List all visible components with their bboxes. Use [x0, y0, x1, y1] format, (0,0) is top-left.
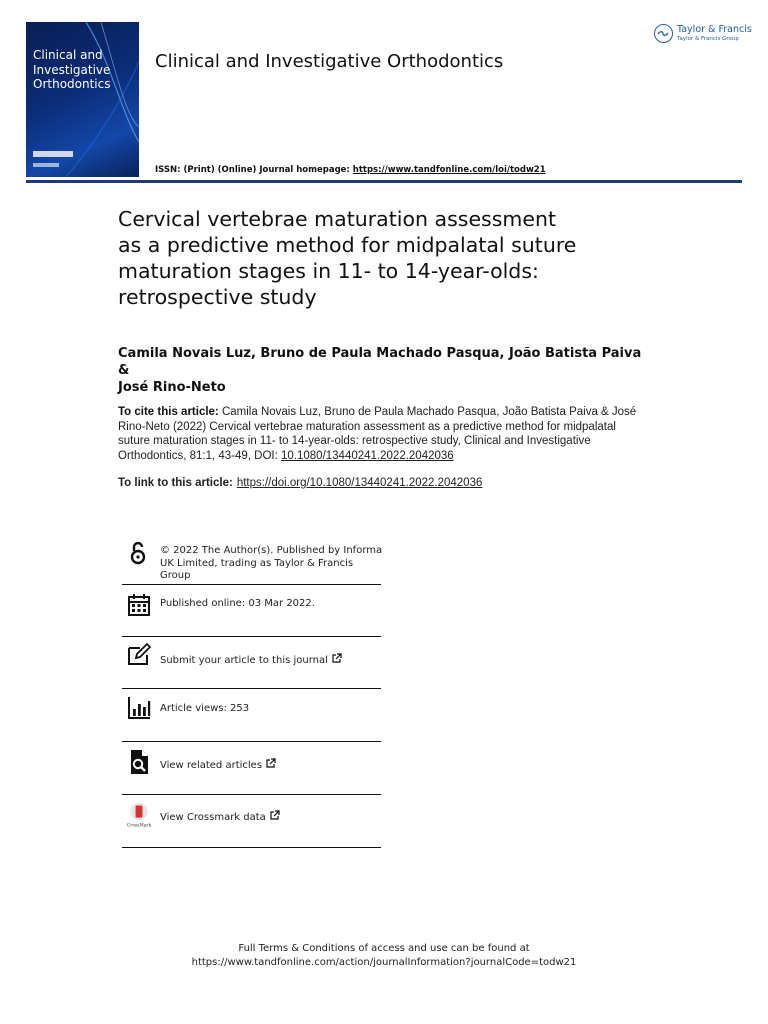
published-online-text: Published online: 03 Mar 2022. [160, 598, 315, 609]
divider [122, 794, 381, 795]
journal-cover-image [26, 22, 139, 177]
copyright-text: © 2022 The Author(s). Published by Informa UK Limited, trading as Taylor & Francis Group [160, 545, 383, 581]
citation-label: To cite this article: [118, 406, 219, 418]
authors-line: Camila Novais Luz, Bruno de Paula Machado Pasqua, João Batista Paiva & [118, 346, 642, 378]
divider [122, 741, 381, 742]
issn-label: ISSN: (Print) (Online) Journal homepage: [155, 165, 353, 175]
cover-title-line: Clinical and [33, 48, 103, 62]
article-authors [118, 345, 648, 396]
related-articles-link[interactable] [160, 758, 385, 773]
bar-chart-icon [126, 695, 152, 721]
external-link-icon [265, 758, 276, 769]
article-views-text: Article views: 253 [160, 703, 250, 714]
article-title-line: as a predictive method for midpalatal suture [118, 233, 577, 257]
cover-title-line: Orthodontics [33, 77, 111, 91]
external-link-icon [331, 653, 342, 664]
published-online-item [122, 588, 381, 638]
related-articles-label: View related articles [160, 760, 263, 771]
journal-homepage-link[interactable]: https://www.tandfonline.com/loi/todw21 [352, 165, 546, 175]
calendar-icon [126, 592, 152, 618]
submit-article-link[interactable] [160, 653, 385, 668]
crossmark-label: CrossMark [126, 823, 152, 828]
citation-block [118, 405, 638, 463]
related-articles-item[interactable] [122, 745, 381, 795]
article-doi-link[interactable]: https://doi.org/10.1080/13440241.2022.2042036 [236, 477, 483, 489]
divider [122, 847, 381, 848]
issn-line [155, 165, 546, 175]
crossmark-icon [126, 802, 152, 828]
edit-icon [126, 642, 152, 668]
article-link-line [118, 477, 482, 489]
article-title [118, 206, 618, 310]
publisher-group: Taylor & Francis Group [677, 36, 739, 42]
article-link-label: To link to this article: [118, 477, 233, 489]
publisher-logo-icon [654, 24, 673, 43]
footer-terms [0, 942, 768, 970]
journal-title[interactable]: Clinical and Investigative Orthodontics [155, 51, 504, 72]
divider [122, 688, 381, 689]
cover-title-line: Investigative [33, 62, 111, 77]
article-title-line: Cervical vertebrae maturation assessment [118, 207, 557, 231]
header-divider [26, 180, 742, 183]
crossmark-link[interactable] [160, 810, 385, 825]
submit-article-label: Submit your article to this journal [160, 655, 328, 666]
submit-article-item[interactable] [122, 640, 381, 690]
article-title-line: maturation stages in 11- to 14-year-olds: [118, 259, 539, 283]
publisher-name: Taylor & Francis [677, 24, 752, 35]
article-title-line: retrospective study [118, 285, 317, 309]
citation-text: Camila Novais Luz, Bruno de Paula Machado Pasqua, João Batista Paiva & José Rino-Neto (2022) Cervical vertebrae maturation assessment as a predictive method for midpalatal suture maturation stages in 11- to 14-year-olds: retrospective study, Clinical and Investigative Orthodontics, 81:1, 43-49, DOI: [118, 406, 637, 462]
cover-publisher-mark-small [33, 163, 59, 167]
cover-title [33, 48, 137, 92]
cover-publisher-mark [33, 151, 73, 157]
search-document-icon [126, 749, 152, 775]
open-access-item [122, 538, 381, 588]
publisher-logo[interactable] [654, 22, 752, 48]
open-access-icon [126, 540, 152, 566]
authors-line: José Rino-Neto [118, 380, 226, 395]
article-views-item [122, 692, 381, 742]
footer-terms-link[interactable]: https://www.tandfonline.com/action/journalInformation?journalCode=todw21 [191, 957, 577, 968]
divider [122, 636, 381, 637]
external-link-icon [269, 810, 280, 821]
divider [122, 584, 381, 585]
crossmark-label-text: View Crossmark data [160, 812, 266, 823]
crossmark-item[interactable] [122, 798, 381, 850]
citation-doi-link[interactable]: 10.1080/13440241.2022.2042036 [281, 449, 454, 462]
footer-line: Full Terms & Conditions of access and use can be found at [238, 943, 530, 954]
